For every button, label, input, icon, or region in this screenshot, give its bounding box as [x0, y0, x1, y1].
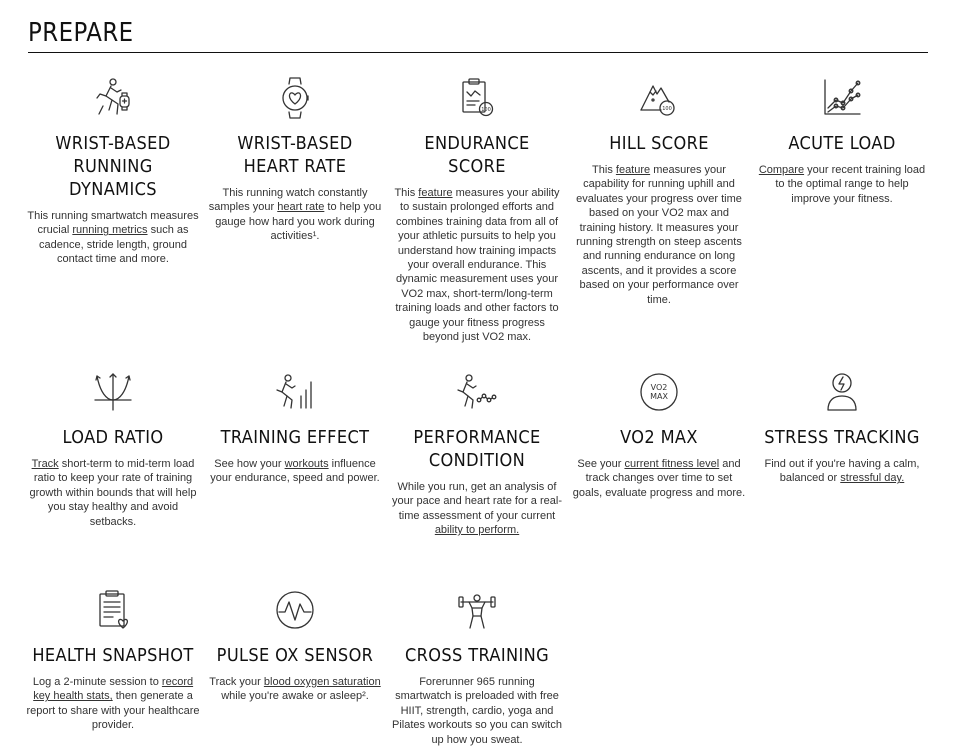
parabola-axes-icon — [22, 368, 204, 416]
current-fitness-level-link[interactable]: current fitness level — [624, 458, 720, 470]
feature-title: TRAINING EFFECT — [220, 427, 370, 448]
running-metrics-link[interactable]: running metrics — [72, 224, 148, 237]
watch-heart-icon — [204, 74, 386, 122]
header-divider — [28, 52, 928, 53]
feature-load-ratio — [22, 368, 204, 529]
feature-description: Log a 2-minute session to record key health stats, then generate a report to share with your healthcare provider. — [26, 676, 200, 732]
feature-training-effect — [204, 368, 386, 486]
workouts-link[interactable]: workouts — [284, 458, 329, 470]
feature-description: While you run, get an analysis of your pace and heart rate for a real-time assessment of your current ability to perform. — [392, 481, 562, 537]
stress-person-icon — [751, 368, 933, 416]
feature-description: Track short-term to mid-term load ratio to keep your rate of training growth within bounds that will help you stay healthy and avoid setbacks. — [29, 458, 197, 528]
feature-title: CROSS TRAINING — [405, 645, 549, 666]
max-icon-text: MAX — [650, 392, 668, 401]
feature-endurance-score — [386, 74, 568, 344]
feature-hill-score — [568, 74, 750, 307]
feature-title: PULSE OX SENSOR — [216, 645, 374, 666]
feature-performance-condition — [386, 368, 568, 538]
hill-feature-link[interactable]: feature — [615, 164, 651, 176]
stressful-day-link[interactable]: stressful day. — [840, 472, 905, 485]
feature-title: PERFORMANCE CONDITION — [413, 427, 541, 471]
feature-description: This feature measures your ability to sustain prolonged efforts and combines training data from all of your athletic pursuits to help you understand how training impacts your overall endurance. This dynamic measurement uses your VO2 max, short-term/long-term training loads and other factors to gauge your fitness progress beyond just VO2 max. — [394, 187, 560, 344]
line-graph-icon — [751, 74, 933, 122]
feature-title: HILL SCORE — [609, 133, 709, 154]
feature-title: LOAD RATIO — [62, 427, 164, 448]
ability-to-perform-link[interactable]: ability to perform. — [434, 524, 520, 537]
feature-acute-load — [751, 74, 933, 206]
feature-health-snapshot — [22, 586, 204, 733]
feature-description: Forerunner 965 running smartwatch is preloaded with free HIIT, strength, cardio, yoga and Pilates workouts so you can switch up how you sweat. — [392, 676, 562, 746]
feature-vo2-max — [568, 368, 750, 500]
feature-description: This feature measures your capability for running uphill and evaluates your progress over time based on your VO2 max and training history. It measures your running strength on steep ascents and running endurance on long ascents, and it provides a score based on your performance over time. — [576, 164, 742, 306]
feature-description: Find out if you're having a calm, balanced or stressful day. — [764, 458, 920, 485]
feature-description: This running smartwatch measures crucial running metrics such as cadence, stride length, ground contact time and more. — [27, 210, 199, 266]
weightlifter-icon — [386, 586, 568, 634]
record-key-health-stats-link[interactable]: record key health stats, — [33, 676, 194, 703]
feature-description: Compare your recent training load to the optimal range to help improve your fitness. — [758, 164, 926, 205]
feature-title: WRIST-BASED RUNNING DYNAMICS — [55, 133, 171, 200]
feature-running-dynamics — [22, 74, 204, 267]
feature-title: HEALTH SNAPSHOT — [32, 645, 194, 666]
feature-title: WRIST-BASED HEART RATE — [237, 133, 353, 177]
feature-description: This running watch constantly samples your heart rate to help you gauge how hard you work during activities¹. — [208, 187, 382, 243]
blood-oxygen-saturation-link[interactable]: blood oxygen saturation — [263, 676, 381, 688]
feature-description: Track your blood oxygen saturation while you're awake or asleep². — [209, 676, 381, 703]
runner-bars-icon — [204, 368, 386, 416]
svg-text:100: 100 — [662, 106, 672, 112]
feature-description: See how your workouts influence your endurance, speed and power. — [210, 458, 380, 485]
feature-description: See your current fitness level and track changes over time to set goals, evaluate progress and more. — [572, 458, 746, 499]
feature-stress-tracking — [751, 368, 933, 486]
runner-watch-icon — [22, 74, 204, 122]
pulse-circle-icon — [204, 586, 386, 634]
vo2-max-icon — [568, 368, 750, 416]
heart-rate-link[interactable]: heart rate — [277, 201, 325, 214]
clipboard-chart-icon — [386, 74, 568, 122]
feature-title: VO2 MAX — [620, 427, 698, 448]
feature-title: STRESS TRACKING — [764, 427, 920, 448]
feature-pulse-ox — [204, 586, 386, 704]
endurance-feature-link[interactable]: feature — [418, 187, 453, 199]
feature-cross-training — [386, 586, 568, 747]
feature-title: ACUTE LOAD — [788, 133, 896, 154]
section-header — [28, 14, 928, 52]
runner-dots-icon — [386, 368, 568, 416]
track-link[interactable]: Track — [31, 458, 59, 470]
svg-text:100: 100 — [481, 107, 491, 113]
mountain-badge-icon — [568, 74, 750, 122]
page-title: PREPARE — [28, 18, 134, 48]
clipboard-heart-icon — [22, 586, 204, 634]
vo2-icon-text: VO2 — [650, 383, 668, 392]
feature-heart-rate — [204, 74, 386, 244]
compare-link[interactable]: Compare — [758, 164, 805, 176]
feature-title: ENDURANCE SCORE — [424, 133, 530, 177]
